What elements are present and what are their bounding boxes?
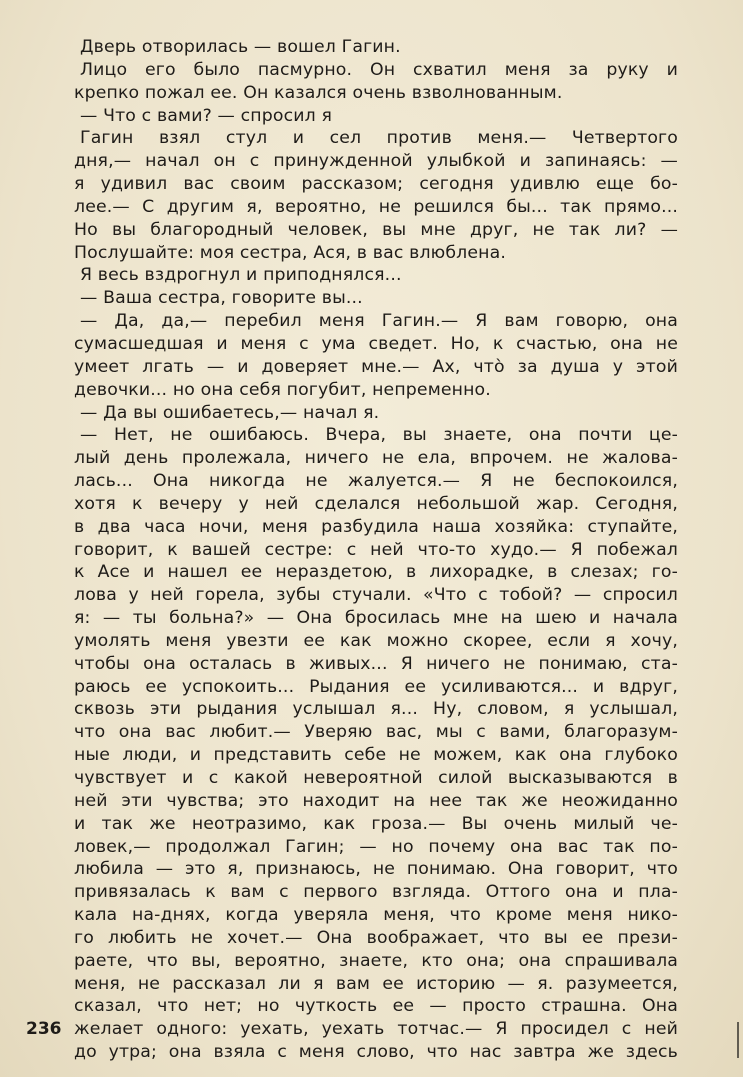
text-line: раюсь ее успокоить... Рыдания ее усиливаются... и вдруг, — [74, 676, 678, 697]
text-line: чувствует и с какой невероятной силой высказываются в — [74, 768, 678, 788]
text-line: и так же неотразимо, как гроза.— Вы очень милый че- — [74, 813, 678, 834]
text-line: говорит, к вашей сестре: с ней что-то худо.— Я побежал — [74, 539, 678, 560]
text-line: я удивил вас своим рассказом; сегодня удивлю еще бо- — [74, 174, 678, 195]
text-line: что она вас любит.— Уверяю вас, мы с вами, благоразум- — [74, 722, 678, 743]
text-line: чтобы она осталась в живых... Я ничего не понимаю, ста- — [74, 653, 678, 674]
text-line: я: — ты больна?» — Она бросилась мне на шею и начала — [74, 608, 678, 629]
text-line: желает одного: уехать, уехать тотчас.— Я просидел с ней — [74, 1019, 678, 1040]
text-line: Послушайте: моя сестра, Ася, в вас влюблена. — [74, 242, 506, 263]
text-line: раете, что вы, вероятно, знаете, кто она; она спрашивала — [74, 950, 678, 971]
text-line: меня, не рассказал ли я вам ее историю — я. разумеется, — [74, 973, 678, 994]
body-text — [74, 36, 678, 1064]
text-line: го любить не хочет.— Она воображает, что вы ее прези- — [74, 927, 678, 948]
text-line: — Ваша сестра, говорите вы... — [80, 288, 363, 309]
text-line: кала на-днях, когда уверяла меня, что кроме меня нико- — [74, 905, 678, 926]
text-line: к Асе и нашел ее нераздетою, в лихорадке, в слезах; го- — [74, 562, 678, 583]
text-line: Дверь отворилась — вошел Гагин. — [80, 37, 401, 57]
page-number: 236 — [26, 1019, 62, 1039]
text-line: лее.— С другим я, вероятно, не решился бы... так прямо... — [74, 196, 678, 217]
text-line: ловек,— продолжал Гагин; — но почему она вас так по- — [74, 836, 678, 857]
text-line: умолять меня увезти ее как можно скорее, если я хочу, — [74, 630, 678, 651]
text-line: — Что с вами? — спросил я — [80, 105, 332, 126]
text-line: до утра; она взяла с меня слово, что нас завтра же здесь — [74, 1042, 678, 1063]
text-line: любила — это я, признаюсь, не понимаю. Она говорит, что — [74, 859, 678, 880]
text-line: сказал, что нет; но чуткость ее — просто страшна. Она — [74, 996, 678, 1017]
text-line: ней эти чувства; это находит на нее так же неожиданно — [74, 790, 678, 811]
text-line: в два часа ночи, меня разбудила наша хозяйка: ступайте, — [74, 516, 678, 537]
text-line: — Нет, не ошибаюсь. Вчера, вы знаете, она почти це- — [80, 425, 678, 446]
text-line: лась... Она никогда не жалуется.— Я не беспокоился, — [74, 471, 678, 492]
page-edge-mark — [737, 1022, 739, 1058]
text-line: Гагин взял стул и сел против меня.— Четвертого — [80, 128, 678, 149]
text-line: крепко пожал ее. Он казался очень взволнованным. — [74, 82, 563, 103]
text-line: умеет лгать — и доверяет мне.— Ах, что̀ за душа у этой — [74, 356, 678, 377]
text-line: хотя к вечеру у ней сделался небольшой жар. Сегодня, — [74, 493, 678, 514]
text-line: — Да, да,— перебил меня Гагин.— Я вам говорю, она — [80, 311, 678, 332]
text-line: девочки... но она себя погубит, непременно. — [74, 379, 491, 400]
text-line: лый день пролежала, ничего не ела, впрочем. не жалова- — [74, 448, 678, 469]
text-line: Я весь вздрогнул и приподнялся... — [80, 265, 402, 286]
text-line: Но вы благородный человек, вы мне друг, не так ли? — — [74, 219, 678, 240]
text-line: сумасшедшая и меня с ума сведет. Но, к счастью, она не — [74, 333, 678, 354]
text-line: ные люди, и представить себе не можем, как она глубоко — [74, 745, 678, 766]
text-line: — Да вы ошибаетесь,— начал я. — [80, 402, 380, 423]
text-line: лова у ней горела, зубы стучали. «Что с тобой? — спросил — [74, 585, 678, 606]
text-line: Лицо его было пасмурно. Он схватил меня за руку и — [80, 59, 678, 80]
text-line: сквозь эти рыдания услышал я... Ну, словом, я услышал, — [74, 699, 678, 720]
text-line: дня,— начал он с принужденной улыбкой и запинаясь: — — [74, 151, 678, 172]
text-line: привязалась к вам с первого взгляда. Оттого она и пла- — [74, 882, 678, 903]
